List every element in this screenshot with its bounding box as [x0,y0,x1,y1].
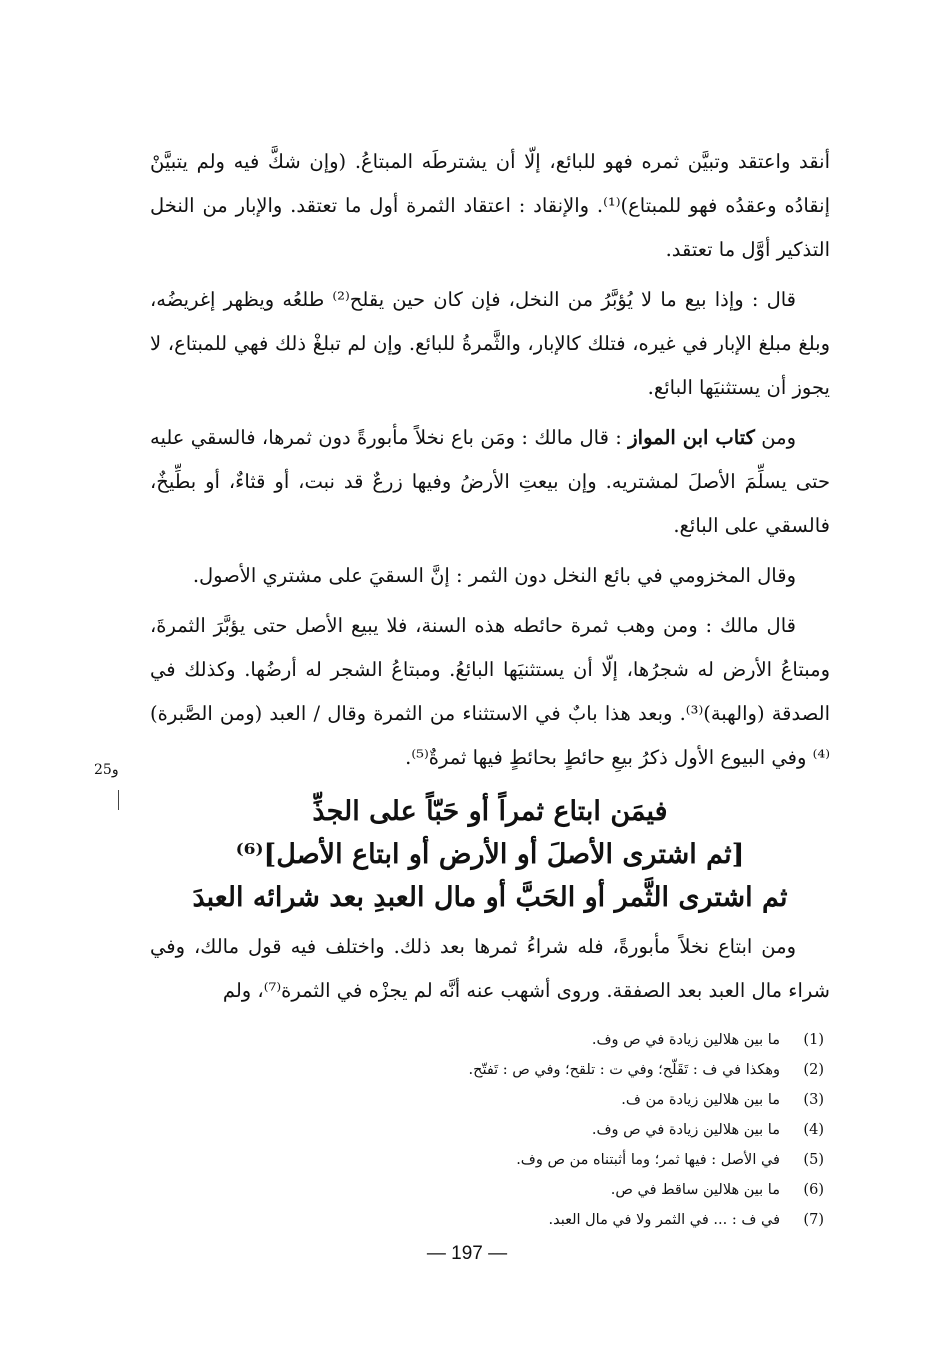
page-number: — 197 — [426,1243,508,1264]
footnotes [150,1025,830,1235]
page-body [150,140,830,1235]
footnote [150,1085,824,1115]
footnote [150,1115,824,1145]
footnote [150,1055,824,1085]
footnote-text: ما بين هلالين زيادة من ف. [621,1092,780,1108]
paragraph-3-rest: : قال مالك : ومَن باع نخلاً مأبورةً دون ثمرها، فالسقي عليه حتى يسلِّمَ الأصلَ لمشتريه. وإن بيعتِ الأرضُ وفيها زرعٌ قد نبت، أو قثاءٌ، أو بطِّيخٌ، فالسقي على البائع. [150,426,830,537]
paragraph-5: قال مالك : ومن وهب ثمرة حائطه هذه السنة، فلا يبيع الأصل حتى يؤبَّرَ الثمرةَ، ومبتاعُ الأرض له شجرُها، إلّا أن يستثنيَها البائعُ. ومبتاعُ الشجر له أرضُها. وكذلك في الصدقة (والهبة)⁽³⁾. وبعد هذا بابٌ في الاستثناء من الثمرة وقال / العبد (ومن الصَّبرة)⁽⁴⁾ وفي البيوع الأول ذكرُ بيعِ حائطٍ بحائطٍ فيها ثمرةٌ⁽⁵⁾. [150,614,831,769]
footnote [150,1175,824,1205]
footnote-number: (4) [803,1122,824,1138]
paragraph-3 [150,416,830,548]
heading-line-2: [ثم اشترى الأصلَ أو الأرض أو ابتاع الأصل]⁽⁶⁾ [235,839,745,870]
margin-folio-note: 25و [94,762,119,778]
paragraph-6: ومن ابتاع نخلاً مأبورةً، فله شراءُ ثمرها بعد ذلك. واختلف فيه قول مالك، وفي شراء مال العبد بعد الصفقة. وروى أشهب عنه أنَّه لم يجزْه في الثمرة⁽⁷⁾، ولم [150,935,830,1002]
footnote-text: في ف : ... في الثمر ولا في مال العبد. [548,1212,780,1228]
footnote-number: (5) [803,1152,824,1168]
footnote [150,1025,824,1055]
footnote [150,1205,824,1235]
paragraph-2: قال : وإذا بيع ما لا يُؤبَّرُ من النخل، فإن كان حين يقلح⁽²⁾ طلعُه ويظهر إغريضُه، وبلغ مبلغ الإبار في غيره، فتلك كالإبار، والثَّمرةُ للبائع. وإن لم تبلغْ ذلك فهي للمبتاع، لا يجوز أن يستثنيَها البائع. [150,288,830,399]
footnote-number: (3) [803,1092,824,1108]
heading-line-1: فيمَن ابتاع ثمراً أو حَبّاً على الجذِّ [312,796,668,827]
footnote-text: ما بين هلالين ساقط في ص. [610,1182,780,1198]
paragraph-4: وقال المخزومي في بائع النخل دون الثمر : إنَّ السقيَ على مشتري الأصول. [192,564,796,587]
margin-divider [118,790,119,810]
book-title: كتاب ابن المواز [628,426,755,449]
footnote [150,1145,824,1175]
footnote-number: (1) [803,1032,824,1048]
paragraph-1: أنقد واعتقد وتبيَّن ثمره فهو للبائع، إلّا أن يشترطَه المبتاعُ. (وإن شكَّ فيه ولم يتبيَّنْ إنقادُه وعقدُه فهو للمبتاع)⁽¹⁾. والإنقاد : اعتقاد الثمرة أول ما تعتقد. والإبار من النخل التذكير أوَّل ما تعتقد. [150,150,831,261]
footnote-text: في الأصل : فيها ثمر؛ وما أثبتناه من ص وف. [516,1152,780,1168]
footnote-number: (6) [803,1182,824,1198]
footnote-text: ما بين هلالين زيادة في ص وف. [591,1032,780,1048]
heading-line-3: ثم اشترى الثَّمر أو الحَبَّ أو مال العبدِ بعد شرائه العبدَ [192,882,788,913]
footnote-text: ما بين هلالين زيادة في ص وف. [591,1122,780,1138]
footnote-text: وهكذا في ف : تَقَلّح؛ وفي ت : تلقح؛ وفي ص : تَفتّح. [468,1062,780,1078]
section-heading [150,790,830,919]
paragraph-3-prefix: ومن [761,426,796,449]
footnote-number: (2) [803,1062,824,1078]
footnote-number: (7) [803,1212,824,1228]
